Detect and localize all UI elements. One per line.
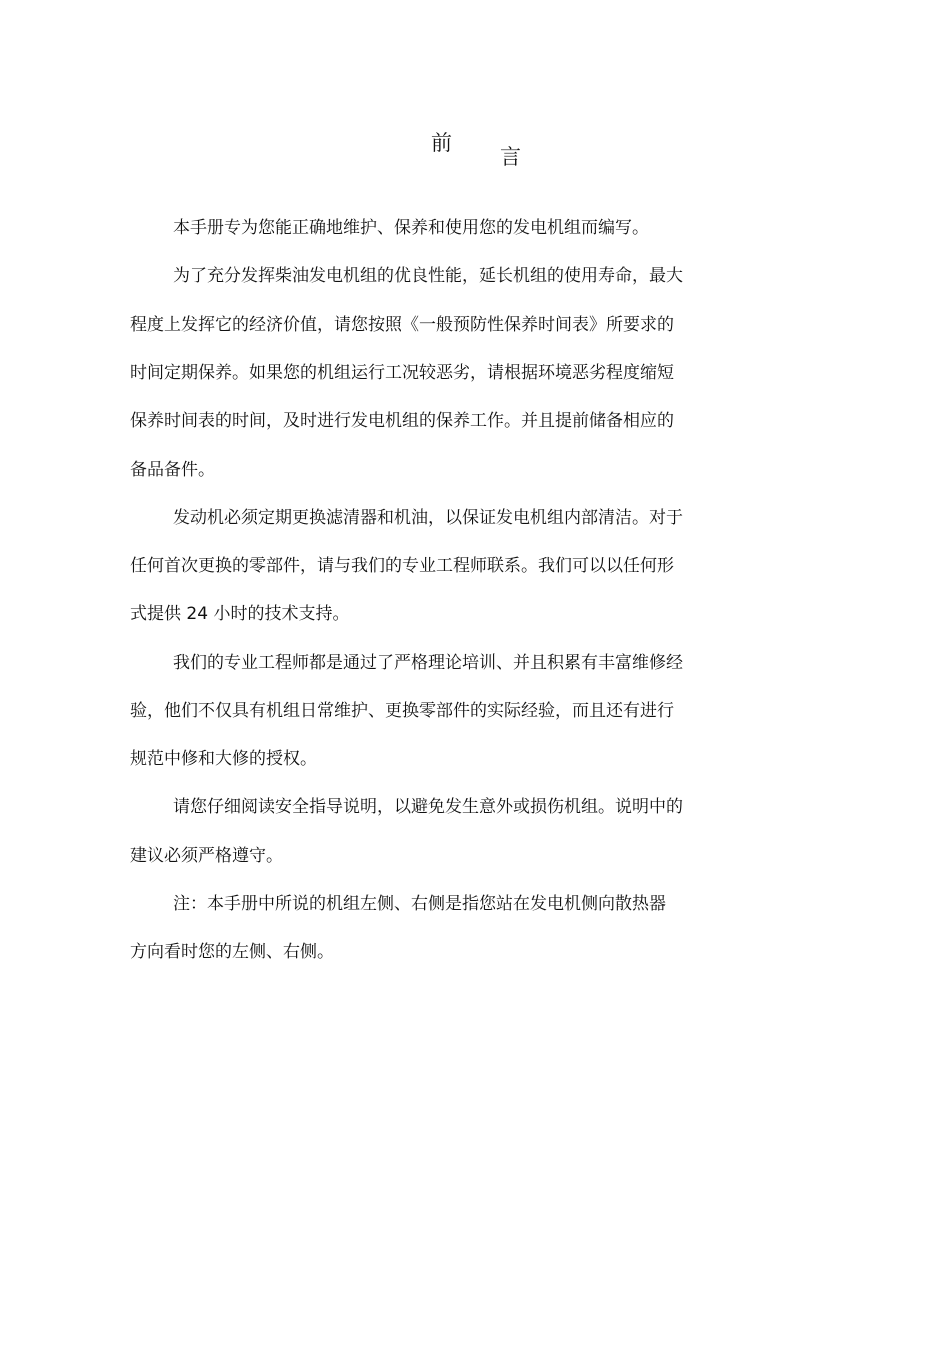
paragraph-3-line-3: 式提供 24 小时的技术支持。 <box>130 604 350 624</box>
paragraph-5-line-2: 建议必须严格遵守。 <box>130 846 283 866</box>
page-title-part-2: 言 <box>500 145 521 169</box>
paragraph-2-line-4: 保养时间表的时间，及时进行发电机组的保养工作。并且提前储备相应的 <box>130 411 674 431</box>
paragraph-2-line-5: 备品备件。 <box>130 460 215 480</box>
page-title-part-1: 前 <box>431 131 452 155</box>
paragraph-4-line-3: 规范中修和大修的授权。 <box>130 749 317 769</box>
paragraph-2-line-1: 为了充分发挥柴油发电机组的优良性能，延长机组的使用寿命，最大 <box>173 266 683 286</box>
paragraph-6-line-1: 注：本手册中所说的机组左侧、右侧是指您站在发电机侧向散热器 <box>173 894 666 914</box>
paragraph-6-line-2: 方向看时您的左侧、右侧。 <box>130 942 334 962</box>
paragraph-2-line-3: 时间定期保养。如果您的机组运行工况较恶劣，请根据环境恶劣程度缩短 <box>130 363 674 383</box>
paragraph-3-line-2: 任何首次更换的零部件，请与我们的专业工程师联系。我们可以以任何形 <box>130 556 674 576</box>
paragraph-2-line-2: 程度上发挥它的经济价值，请您按照《一般预防性保养时间表》所要求的 <box>130 315 674 335</box>
paragraph-1-line-1: 本手册专为您能正确地维护、保养和使用您的发电机组而编写。 <box>173 218 649 238</box>
paragraph-3-line-1: 发动机必须定期更换滤清器和机油，以保证发电机组内部清洁。对于 <box>173 508 683 528</box>
paragraph-4-line-1: 我们的专业工程师都是通过了严格理论培训、并且积累有丰富维修经 <box>173 653 683 673</box>
paragraph-4-line-2: 验，他们不仅具有机组日常维护、更换零部件的实际经验，而且还有进行 <box>130 701 674 721</box>
paragraph-5-line-1: 请您仔细阅读安全指导说明，以避免发生意外或损伤机组。说明中的 <box>173 797 683 817</box>
